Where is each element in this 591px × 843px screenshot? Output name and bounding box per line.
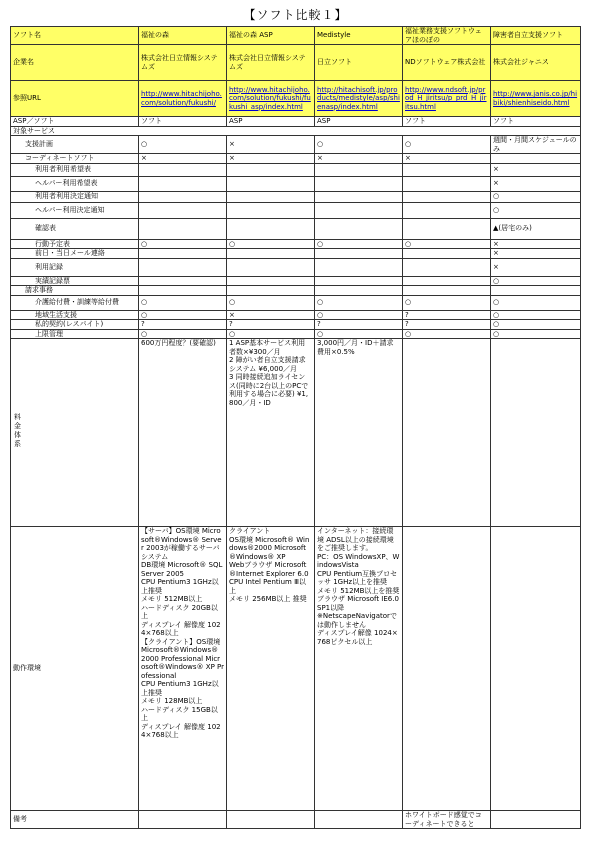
row-fee [11,339,581,527]
cell [227,276,315,286]
service-row [11,286,581,296]
cell: 1 ASP基本サービス利用者数×¥300／月 2 障がい者自立支援請求システム ¥6,000／月 3 同時接続追加ライセンス(同時に2台以上のPCで利用する場合に必要) ¥1,800／月・ID [227,339,315,527]
cell: ○ [227,329,315,339]
cell [403,276,491,286]
service-row [11,154,581,164]
row-label: ヘルパー利用希望表 [11,176,139,191]
cell: インターネット：接続環境 ADSL以上の接続環境をご推奨します。 PC：OS WindowsXP、WindowsVista CPU Pentium互換プロセッサ 1GHz以上を推奨 メモリ 512MB以上を推奨 ブラウザ Microsoft IE6.0SP1以降 ※NetscapeNavigatorでは動作しません ディスプレイ解像 1024×768ピクセル以上 [315,527,403,811]
service-row [11,310,581,320]
url-link[interactable]: http://www.hitachijoho.com/solution/fukushi/fukushi_asp/index.html [227,81,315,117]
cell: ASP [227,117,315,127]
cell: ? [403,310,491,320]
cell [403,286,491,296]
cell [491,811,581,829]
cell: × [315,154,403,164]
service-row [11,136,581,154]
cell: ○ [403,136,491,154]
row-label: 備考 [11,811,139,829]
cell: ? [139,320,227,330]
cell: 3,000円／月・ID＋請求費用×0.5% [315,339,403,527]
cell: ○ [139,295,227,310]
cell: ○ [139,239,227,249]
cell [227,202,315,218]
cell [491,154,581,164]
cell: ホワイトボード感覚でコーディネートできると [403,811,491,829]
cell [315,258,403,276]
cell: × [491,249,581,259]
cell [139,218,227,239]
cell: × [491,163,581,176]
row-label: 請求事務 [11,286,139,296]
row-label: 利用記録 [11,258,139,276]
row-label: コーディネートソフト [11,154,139,164]
cell: ○ [227,239,315,249]
row-services-header [11,126,581,136]
row-label: 前日・当日メール連絡 [11,249,139,259]
cell [403,176,491,191]
page-title: 【ソフト比較１】 [243,8,348,22]
cell: × [139,154,227,164]
cell: ソフト [491,117,581,127]
row-label: ヘルパー利用決定通知 [11,202,139,218]
cell [403,202,491,218]
cell: ○ [403,295,491,310]
cell: ○ [139,310,227,320]
cell: ○ [491,202,581,218]
cell: 株式会社日立情報システムズ [139,45,227,81]
row-label: 参照URL [11,81,139,117]
cell: × [491,239,581,249]
cell: 福祉の森 [139,27,227,45]
cell [227,811,315,829]
cell [315,163,403,176]
url-link[interactable]: http://www.ndsoft.jp/prod_H_jiritsu/p_prd_H_jiritsu.html [403,81,491,117]
cell [315,191,403,202]
row-label: ソフト名 [11,27,139,45]
row-label: 地域生活支援 [11,310,139,320]
cell [315,249,403,259]
cell [403,258,491,276]
row-label: 企業名 [11,45,139,81]
row-label: 私的契約(レスパイト) [11,320,139,330]
comparison-table [10,26,581,829]
service-row [11,202,581,218]
service-row [11,218,581,239]
cell: ○ [315,310,403,320]
cell: ○ [315,295,403,310]
cell [403,249,491,259]
service-row [11,239,581,249]
cell: ○ [227,295,315,310]
row-label: 確認表 [11,218,139,239]
row-label: 利用者利用決定通知 [11,191,139,202]
cell: ? [227,320,315,330]
cell: 週間・月間スケジュールのみ [491,136,581,154]
cell: NDソフトウェア株式会社 [403,45,491,81]
cell [227,249,315,259]
row-label: 行動予定表 [11,239,139,249]
cell [139,276,227,286]
cell [139,163,227,176]
cell [315,218,403,239]
cell: ○ [315,239,403,249]
cell: ソフト [403,117,491,127]
row-environment [11,527,581,811]
cell: ASP [315,117,403,127]
row-label: 利用者利用希望表 [11,163,139,176]
url-link[interactable]: http://www.janis.co.jp/hibiki/shienhiseido.html [491,81,581,117]
cell: ○ [139,329,227,339]
cell [227,258,315,276]
service-row [11,295,581,310]
cell: Medistyle [315,27,403,45]
cell: ▲(居宅のみ) [491,218,581,239]
cell: ○ [491,310,581,320]
service-row [11,191,581,202]
cell: ○ [491,320,581,330]
cell [315,811,403,829]
cell: 福祉業務支援ソフトウェアほのぼの [403,27,491,45]
service-row [11,249,581,259]
cell: × [227,310,315,320]
cell: × [227,154,315,164]
url-link[interactable]: http://hitachisoft.jp/products/medistyle/asp/shienasp/index.html [315,81,403,117]
cell [315,286,403,296]
row-label: 介護給付費・訓練等給付費 [11,295,139,310]
url-link[interactable]: http://www.hitachijoho.com/solution/fukushi/ [139,81,227,117]
cell: ○ [491,295,581,310]
cell: ○ [139,136,227,154]
cell: ○ [403,329,491,339]
cell [139,258,227,276]
cell [403,218,491,239]
cell [139,249,227,259]
cell: 障害者自立支援ソフト [491,27,581,45]
service-row [11,176,581,191]
cell: ソフト [139,117,227,127]
cell: ○ [403,239,491,249]
cell [403,527,491,811]
cell: ○ [315,136,403,154]
cell [227,176,315,191]
row-label: ASP／ソフト [11,117,139,127]
cell: × [491,176,581,191]
cell [227,191,315,202]
cell: 株式会社日立情報システムズ [227,45,315,81]
cell: ○ [491,276,581,286]
row-url [11,81,581,117]
row-notes [11,811,581,829]
cell: ? [403,320,491,330]
cell: 600万円程度？(要確認) [139,339,227,527]
row-label: 支援計画 [11,136,139,154]
service-row [11,258,581,276]
cell [491,527,581,811]
row-asp [11,117,581,127]
fee-label: 料金体系 [13,413,22,450]
cell [491,286,581,296]
service-row [11,320,581,330]
cell: × [403,154,491,164]
cell: ○ [491,329,581,339]
row-software-name [11,27,581,45]
cell [403,191,491,202]
cell [227,286,315,296]
cell: ? [315,320,403,330]
cell [139,286,227,296]
cell: 株式会社ジャニス [491,45,581,81]
row-label [11,339,139,527]
cell: ○ [491,191,581,202]
row-company [11,45,581,81]
row-label: 動作環境 [11,527,139,811]
cell: × [491,258,581,276]
cell [491,339,581,527]
cell [139,202,227,218]
cell [315,202,403,218]
cell [315,176,403,191]
cell [227,218,315,239]
cell [227,163,315,176]
cell [139,191,227,202]
service-row [11,163,581,176]
cell: 日立ソフト [315,45,403,81]
cell: 福祉の森 ASP [227,27,315,45]
cell [403,339,491,527]
cell: 【サーバ】OS環境 Microsoft®Windows® Server 2003が稼働するサーバシステム DB環境 Microsoft® SQL Server 2005 CPU Pentium3 1GHz以上推奨 メモリ 512MB以上 ハードディスク 20GB以上 ディスプレイ 解像度 1024×768以上 【クライアント】OS環境 Microsoft®Windows® 2000 Professional Microsoft®Windows® XP Professional CPU Pentium3 1GHz以上推奨 メモリ 128MB以上 ハードディスク 15GB以上 ディスプレイ 解像度 1024×768以上 [139,527,227,811]
service-row [11,276,581,286]
cell: クライアント OS環境 Microsoft® Windows®2000 Microsoft®Windows® XP Webブラウザ Microsoft®Internet Explorer 6.0 CPU Intel Pentium Ⅲ以上 メモリ 256MB以上 推奨 [227,527,315,811]
service-row [11,329,581,339]
cell: × [227,136,315,154]
cell [315,276,403,286]
cell [403,163,491,176]
cell: ○ [315,329,403,339]
cell [139,176,227,191]
row-label: 実績記録票 [11,276,139,286]
row-label: 上限管理 [11,329,139,339]
cell [139,811,227,829]
section-label: 対象サービス [11,126,581,136]
